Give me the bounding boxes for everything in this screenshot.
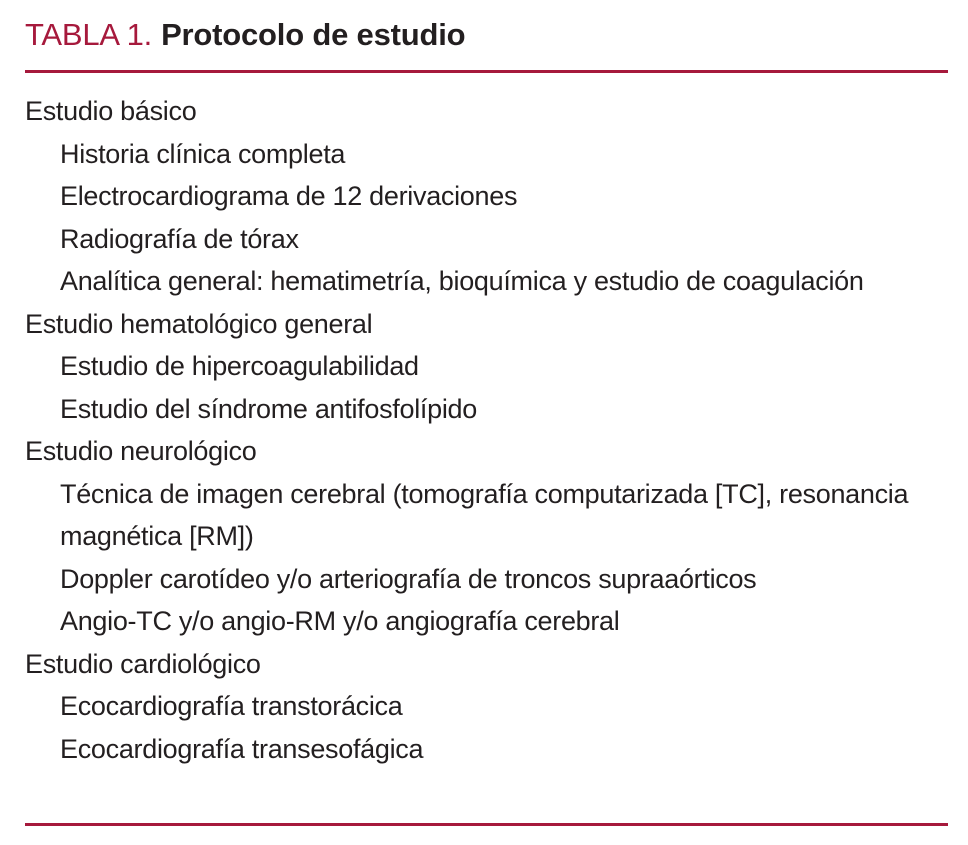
list-item: Historia clínica completa bbox=[60, 138, 346, 169]
section-items bbox=[25, 133, 948, 303]
list-item: Ecocardiografía transtorácica bbox=[60, 691, 403, 721]
list-item: Electrocardiograma de 12 derivaciones bbox=[60, 181, 518, 211]
section-title: Estudio neurológico bbox=[25, 436, 257, 466]
section-hematology bbox=[25, 303, 948, 431]
section-title: Estudio hematológico general bbox=[25, 308, 373, 339]
table-title: Protocolo de estudio bbox=[161, 17, 466, 52]
section-neurology bbox=[25, 430, 948, 643]
list-item: Radiografía de tórax bbox=[60, 223, 299, 254]
protocol-sections bbox=[25, 73, 948, 770]
bottom-rule bbox=[25, 823, 948, 826]
list-item: Técnica de imagen cerebral (tomografía computarizada [TC], resonancia magnética [RM]) bbox=[60, 478, 909, 551]
study-protocol-table bbox=[25, 0, 948, 770]
list-item: Estudio de hipercoagulabilidad bbox=[60, 351, 419, 381]
section-basic bbox=[25, 90, 948, 303]
list-item: Doppler carotídeo y/o arteriografía de troncos supraaórticos bbox=[60, 563, 757, 594]
section-items bbox=[25, 345, 948, 430]
table-heading bbox=[25, 0, 948, 70]
section-items bbox=[25, 473, 948, 643]
list-item: Angio-TC y/o angio-RM y/o angiografía cerebral bbox=[60, 606, 620, 636]
section-title: Estudio cardiológico bbox=[25, 648, 261, 679]
table-label: TABLA 1. bbox=[25, 17, 153, 52]
section-items bbox=[25, 685, 948, 770]
section-cardiology bbox=[25, 643, 948, 771]
section-title: Estudio básico bbox=[25, 96, 197, 126]
list-item: Ecocardiografía transesofágica bbox=[60, 733, 424, 764]
list-item: Estudio del síndrome antifosfolípido bbox=[60, 393, 477, 424]
list-item: Analítica general: hematimetría, bioquímica y estudio de coagulación bbox=[60, 266, 864, 296]
